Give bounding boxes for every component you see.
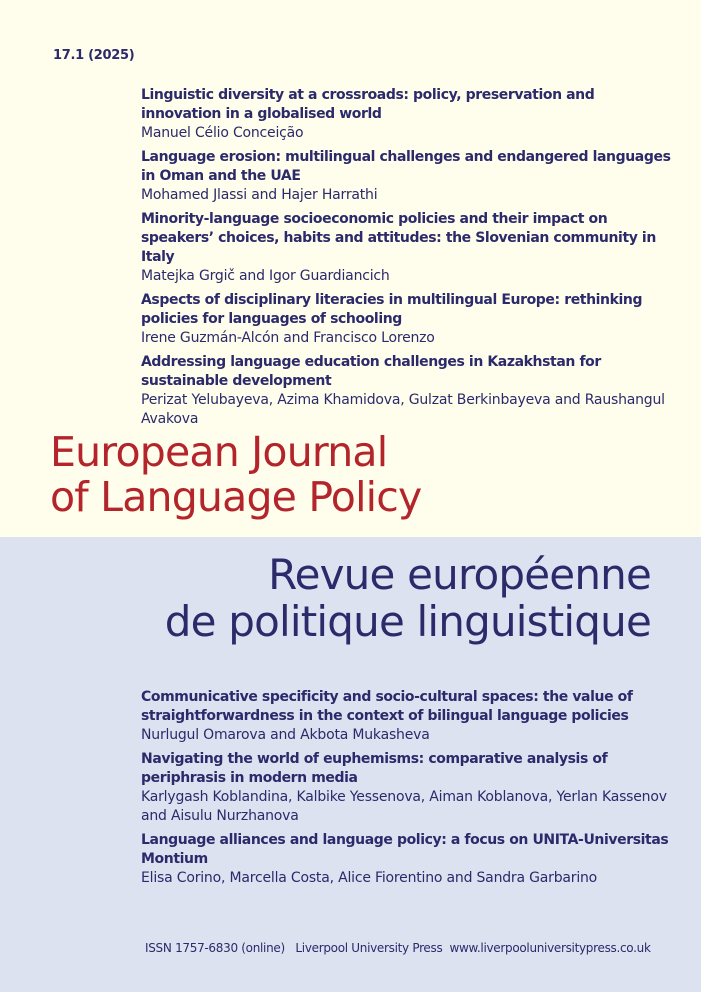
journal-title-english xyxy=(50,430,421,520)
bottom-article-list xyxy=(141,688,671,893)
article-title: Language erosion: multilingual challenges and endangered languages in Oman and the UAE xyxy=(141,149,671,184)
article-authors: Mohamed Jlassi and Hajer Harrathi xyxy=(141,187,378,203)
article-entry xyxy=(141,831,671,888)
article-authors: Manuel Célio Conceição xyxy=(141,125,304,141)
article-authors: Perizat Yelubayeva, Azima Khamidova, Gulzat Berkinbayeva and Raushangul Avakova xyxy=(141,392,665,427)
article-authors: Karlygash Koblandina, Kalbike Yessenova, Aiman Koblanova, Yerlan Kassenov and Aisulu Nurzhanova xyxy=(141,789,667,824)
journal-title-line: European Journal xyxy=(50,428,388,476)
article-entry xyxy=(141,210,671,286)
issue-number: 17.1 (2025) xyxy=(53,48,135,63)
article-entry xyxy=(141,353,671,429)
article-entry xyxy=(141,750,671,826)
journal-title-line: de politique linguistique xyxy=(164,597,651,646)
journal-title-line: of Language Policy xyxy=(50,473,422,521)
publisher-url[interactable]: www.liverpooluniversitypress.co.uk xyxy=(449,941,651,955)
journal-title-french xyxy=(165,551,651,645)
article-authors: Nurlugul Omarova and Akbota Mukasheva xyxy=(141,727,430,743)
publisher: Liverpool University Press xyxy=(295,941,443,955)
article-entry xyxy=(141,291,671,348)
article-title: Language alliances and language policy: a focus on UNITA-Universitas Montium xyxy=(141,832,669,867)
article-title: Communicative specificity and socio-cultural spaces: the value of straightforwardness in the context of bilingual language policies xyxy=(141,689,633,724)
issn: ISSN 1757-6830 (online) xyxy=(145,941,285,955)
article-title: Addressing language education challenges in Kazakhstan for sustainable development xyxy=(141,354,601,389)
footer xyxy=(145,941,651,955)
article-authors: Matejka Grgič and Igor Guardiancich xyxy=(141,268,390,284)
article-authors: Irene Guzmán-Alcón and Francisco Lorenzo xyxy=(141,330,435,346)
article-entry xyxy=(141,148,671,205)
article-title: Linguistic diversity at a crossroads: policy, preservation and innovation in a globalised world xyxy=(141,87,595,122)
article-entry xyxy=(141,688,671,745)
article-authors: Elisa Corino, Marcella Costa, Alice Fiorentino and Sandra Garbarino xyxy=(141,870,598,886)
article-title: Aspects of disciplinary literacies in multilingual Europe: rethinking policies for languages of schooling xyxy=(141,292,643,327)
article-title: Minority-language socioeconomic policies and their impact on speakers’ choices, habits and attitudes: the Slovenian community in Italy xyxy=(141,211,656,265)
journal-title-line: Revue européenne xyxy=(268,550,651,599)
article-entry xyxy=(141,86,671,143)
article-title: Navigating the world of euphemisms: comparative analysis of periphrasis in modern media xyxy=(141,751,608,786)
top-article-list xyxy=(141,86,671,434)
